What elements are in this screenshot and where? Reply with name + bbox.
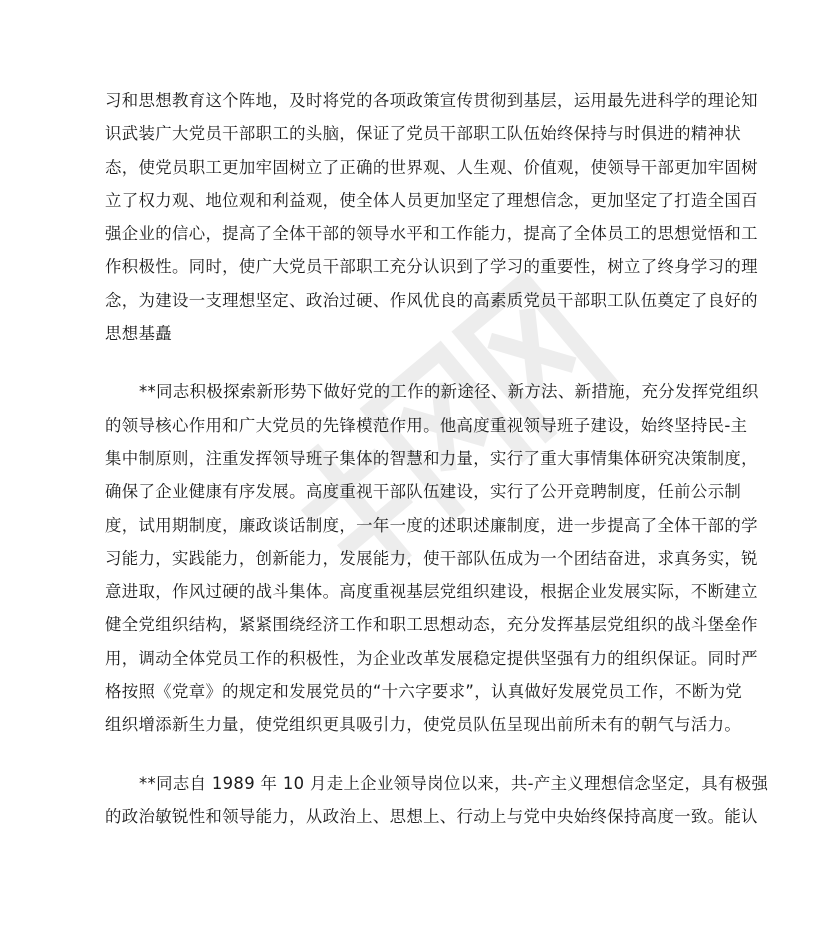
- text-line: **同志积极探索新形势下做好党的工作的新途径、新方法、新措施，充分发挥党组织: [139, 382, 759, 402]
- text-line: 用，调动全体党员工作的积极性，为企业改革发展稳定提供坚强有力的组织保证。同时严: [105, 648, 758, 668]
- text-line: 态，使党员职工更加牢固树立了正确的世界观、人生观、价值观，使领导干部更加牢固树: [105, 157, 758, 177]
- text-line: 习能力，实践能力，创新能力，发展能力，使干部队伍成为一个团结奋进，求真务实，锐: [105, 548, 758, 568]
- text-line: 强企业的信心，提高了全体干部的领导水平和工作能力，提高了全体员工的思想觉悟和工: [105, 224, 758, 244]
- text-line: 确保了企业健康有序发展。高度重视干部队伍建设，实行了公开竞聘制度，任前公示制: [105, 482, 742, 502]
- text-line: 作积极性。同时，使广大党员干部职工充分认识到了学习的重要性，树立了终身学习的理: [105, 257, 758, 277]
- text-line: 识武装广大党员干部职工的头脑，保证了党员干部职工队伍始终保持与时俱进的精神状: [105, 124, 742, 144]
- paragraph-3: [105, 767, 769, 834]
- document-body: [105, 84, 769, 833]
- text-line: 习和思想教育这个阵地，及时将党的各项政策宣传贯彻到基层，运用最先进科学的理论知: [105, 91, 758, 110]
- text-line: 度，试用期制度，廉政谈话制度，一年一度的述职述廉制度，进一步提高了全体干部的学: [105, 515, 758, 535]
- text-line: 的领导核心作用和广大党员的先锋模范作用。他高度重视领导班子建设，始终坚持民-主: [105, 415, 748, 435]
- paragraph-2: [105, 375, 759, 741]
- paragraph-spacer: [105, 350, 727, 375]
- text-line: 的政治敏锐性和领导能力，从政治上、思想上、行动上与党中央始终保持高度一致。能认: [105, 806, 758, 826]
- text-line: 健全党组织结构，紧紧围绕经济工作和职工思想动态，充分发挥基层党组织的战斗堡垒作: [105, 615, 758, 635]
- text-line: 意进取，作风过硬的战斗集体。高度重视基层党组织建设，根据企业发展实际，不断建立: [105, 582, 758, 602]
- text-line: 组织增添新生力量，使党组织更具吸引力，使党员队伍呈现出前所未有的朝气与活力。: [105, 715, 742, 735]
- text-line: 思想基矗: [105, 324, 172, 344]
- text-line: 集中制原则，注重发挥领导班子集体的智慧和力量，实行了重大事情集体研究决策制度，: [105, 448, 758, 468]
- text-line: **同志自 1989 年 10 月走上企业领导岗位以来，共-产主义理想信念坚定，具有极强: [139, 773, 769, 793]
- paragraph-spacer: [105, 742, 727, 767]
- paragraph-1: [105, 84, 758, 350]
- text-line: 念，为建设一支理想坚定、政治过硬、作风优良的高素质党员干部职工队伍奠定了良好的: [105, 290, 758, 310]
- text-line: 格按照《党章》的规定和发展党员的“十六字要求”，认真做好发展党员工作，不断为党: [105, 682, 743, 702]
- text-line: 立了权力观、地位观和利益观，使全体人员更加坚定了理想信念，更加坚定了打造全国百: [105, 190, 758, 210]
